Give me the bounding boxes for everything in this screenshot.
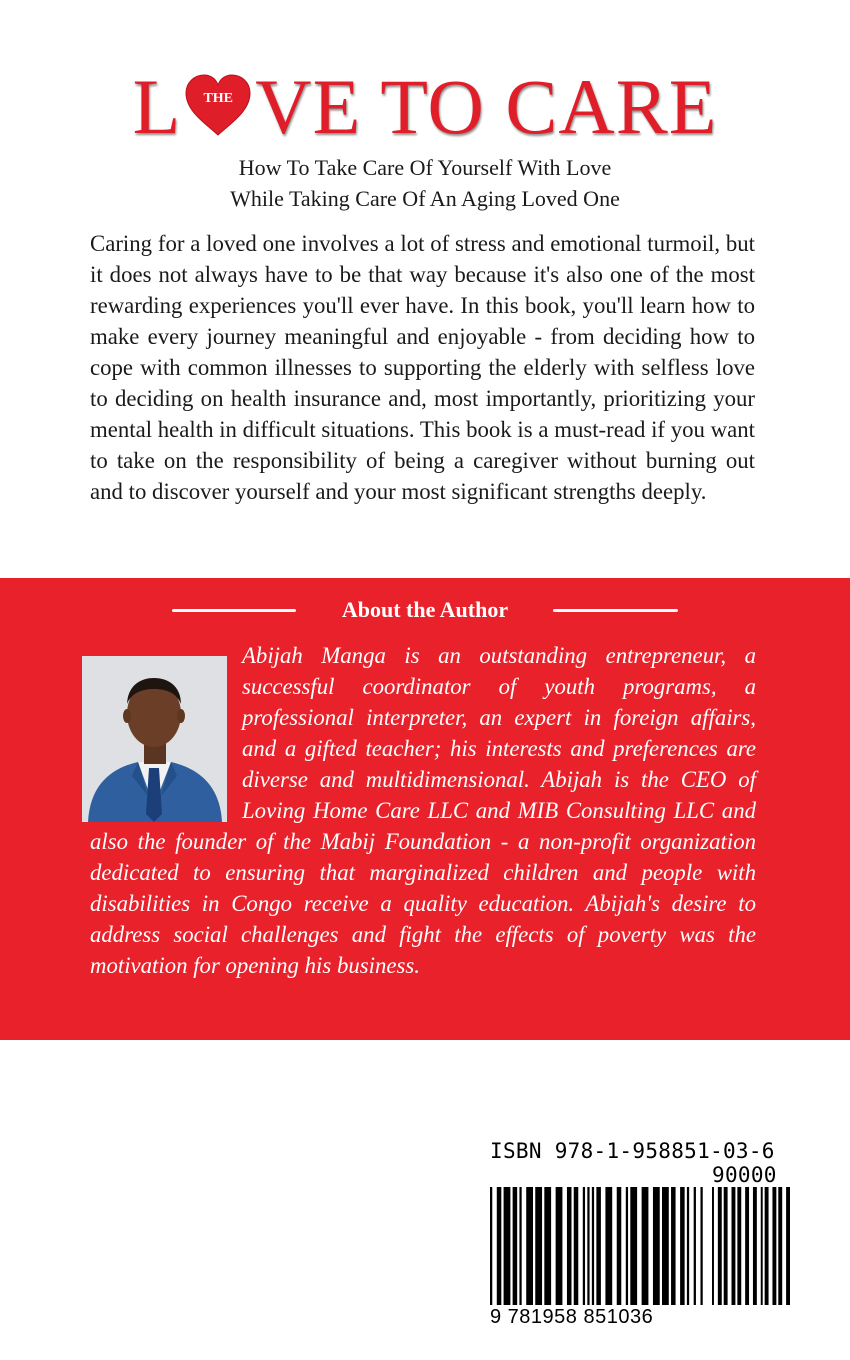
- barcode-bar: [587, 1187, 589, 1305]
- title-part-start: L: [132, 63, 182, 150]
- subtitle: [0, 152, 850, 214]
- barcode-bar: [694, 1187, 696, 1305]
- barcode-bar: [583, 1187, 585, 1305]
- barcode-bar: [778, 1187, 782, 1305]
- subtitle-line-2: While Taking Care Of An Aging Loved One: [230, 186, 620, 211]
- barcode-bar: [490, 1187, 492, 1305]
- author-bio: [90, 640, 756, 981]
- book-blurb: Caring for a loved one involves a lot of stress and emotional turmoil, but it does not always have to be that way because it's also one of the most rewarding experiences you'll ever have. In this book, you'll learn how to make every journey meaningful and enjoyable - from deciding how to cope with common illnesses to supporting the elderly with selfless love to deciding on health insurance and, most importantly, prioritizing your mental health in difficult situations. This book is a must-read if you want to take on the responsibility of being a caregiver without burning out and to discover yourself and your most significant strengths deeply.: [90, 231, 755, 504]
- barcode-bar: [526, 1187, 533, 1305]
- barcode-bar: [724, 1187, 728, 1305]
- barcode-bar: [680, 1187, 685, 1305]
- barcode-bar: [737, 1187, 741, 1305]
- barcode-bar: [642, 1187, 649, 1305]
- ean-barcode-bars: [490, 1187, 705, 1305]
- photo-spacer: [90, 640, 242, 826]
- subtitle-line-1: How To Take Care Of Yourself With Love: [238, 155, 612, 180]
- author-bio-text: Abijah Manga is an outstanding entrepreneur, a successful coordinator of youth programs, a professional interpreter, an expert in foreign affairs, and a gifted teacher; his interests and preferences are diverse and multidimensional. Abijah is the CEO of Loving Home Care LLC and MIB Consulting LLC and also the founder of the Mabij Foundation - a non-profit organization dedicated to ensuring that marginalized children and people with disabilities in Congo receive a quality education. Abijah's desire to address social challenges and fight the effects of poverty was the motivation for opening his business.: [90, 643, 756, 978]
- barcode-bar: [617, 1187, 622, 1305]
- heart-icon: [183, 73, 253, 137]
- price-code: 90000: [712, 1163, 777, 1187]
- barcode-bar: [745, 1187, 749, 1305]
- barcode-bar: [662, 1187, 669, 1305]
- barcode-bar: [753, 1187, 757, 1305]
- barcode-bar: [605, 1187, 612, 1305]
- barcode-bar: [687, 1187, 689, 1305]
- heart-label: THE: [203, 91, 234, 106]
- barcode-bar: [504, 1187, 511, 1305]
- barcode-bar: [596, 1187, 601, 1305]
- barcode-bar: [786, 1187, 790, 1305]
- barcode-bar: [671, 1187, 676, 1305]
- barcode-bar: [544, 1187, 551, 1305]
- barcode-bar: [567, 1187, 572, 1305]
- divider-right: [553, 609, 678, 612]
- barcode-bar: [519, 1187, 521, 1305]
- ean-digits: 9 781958 851036: [490, 1306, 654, 1328]
- barcode-bar: [630, 1187, 637, 1305]
- barcode-bar: [700, 1187, 702, 1305]
- isbn-number: ISBN 978-1-958851-03-6: [490, 1139, 775, 1163]
- barcode-bar: [535, 1187, 542, 1305]
- barcode-bar: [761, 1187, 763, 1305]
- barcode-bar: [574, 1187, 579, 1305]
- barcode-bar: [712, 1187, 714, 1305]
- addon-barcode-bars: [712, 1187, 790, 1305]
- about-author-panel: [0, 578, 850, 1040]
- barcode-bar: [592, 1187, 594, 1305]
- isbn-barcode: [490, 1135, 790, 1335]
- barcode-bar: [556, 1187, 563, 1305]
- barcode-bar: [765, 1187, 769, 1305]
- book-title: [0, 62, 850, 152]
- title-part-end: VE TO CARE: [255, 63, 718, 150]
- barcode-bar: [513, 1187, 518, 1305]
- about-author-heading: About the Author: [341, 597, 509, 622]
- barcode-bar: [732, 1187, 736, 1305]
- barcode-bar: [653, 1187, 660, 1305]
- barcode-bar: [626, 1187, 628, 1305]
- barcode-bar: [497, 1187, 502, 1305]
- barcode-bar: [718, 1187, 722, 1305]
- barcode-bar: [772, 1187, 776, 1305]
